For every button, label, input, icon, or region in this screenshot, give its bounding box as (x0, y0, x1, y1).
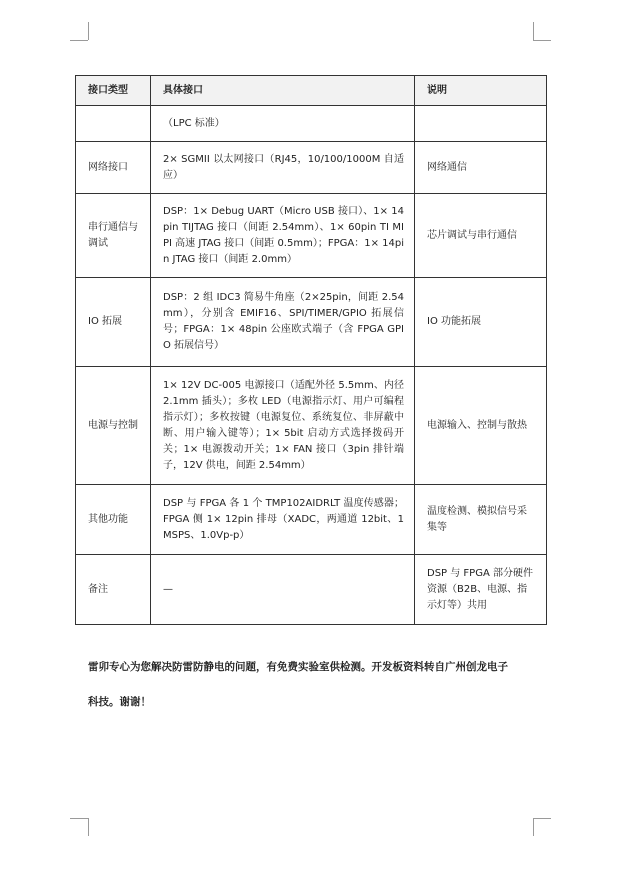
cell-type: 网络接口 (76, 142, 151, 194)
crop-mark (533, 40, 551, 41)
cell-type: 串行通信与调试 (76, 194, 151, 278)
footer-note-line: 科技。谢谢！ (88, 696, 151, 708)
cell-note: 温度检测、模拟信号采集等 (415, 485, 547, 555)
crop-mark (70, 40, 88, 41)
table-row (76, 367, 547, 485)
cell-note: DSP 与 FPGA 部分硬件资源（B2B、电源、指示灯等）共用 (415, 555, 547, 625)
crop-mark (533, 818, 534, 836)
cell-detail: DSP：1× Debug UART（Micro USB 接口）、1× 14pin TIJTAG 接口（间距 2.54mm）、1× 60pin TI MIPI 高速 JTAG 接口（间距 0.5mm）；FPGA：1× 14pin JTAG 接口（间距 2.0mm） (151, 194, 415, 278)
table-row (76, 142, 547, 194)
interface-spec-table (75, 75, 547, 625)
cell-detail: — (151, 555, 415, 625)
cell-detail: 1× 12V DC-005 电源接口（适配外径 5.5mm、内径 2.1mm 插头）；多枚 LED（电源指示灯、用户可编程指示灯）；多枚按键（电源复位、系统复位、非屏蔽中断、用户输入键等）；1× 5bit 启动方式选择拨码开关；1× 电源拨动开关；1× FAN 接口（3pin 排针端子，12V 供电，间距 2.54mm） (151, 367, 415, 485)
table-row (76, 194, 547, 278)
table-header-row (76, 76, 547, 106)
crop-mark (70, 818, 88, 819)
header-description: 说明 (415, 76, 547, 106)
cell-type: IO 拓展 (76, 278, 151, 367)
cell-detail: DSP：2 组 IDC3 简易牛角座（2×25pin，间距 2.54mm），分别含 EMIF16、SPI/TIMER/GPIO 拓展信号；FPGA：1× 48pin 公座欧式端子（含 FPGA GPIO 拓展信号） (151, 278, 415, 367)
crop-mark (533, 818, 551, 819)
cell-type (76, 106, 151, 142)
cell-type: 电源与控制 (76, 367, 151, 485)
footer-note-line: 雷卯专心为您解决防雷防静电的问题，有免费实验室供检测。开发板资料转自广州创龙电子 (88, 661, 508, 673)
cell-note: 芯片调试与串行通信 (415, 194, 547, 278)
header-interface-detail: 具体接口 (151, 76, 415, 106)
crop-mark (88, 818, 89, 836)
table-row (76, 278, 547, 367)
cell-type: 备注 (76, 555, 151, 625)
crop-mark (88, 22, 89, 40)
crop-mark (533, 22, 534, 40)
cell-note: 网络通信 (415, 142, 547, 194)
table-row (76, 485, 547, 555)
cell-note: IO 功能拓展 (415, 278, 547, 367)
table-row (76, 106, 547, 142)
cell-detail: （LPC 标准） (151, 106, 415, 142)
cell-detail: 2× SGMII 以太网接口（RJ45，10/100/1000M 自适应） (151, 142, 415, 194)
cell-note: 电源输入、控制与散热 (415, 367, 547, 485)
cell-detail: DSP 与 FPGA 各 1 个 TMP102AIDRLT 温度传感器；FPGA 侧 1× 12pin 排母（XADC，两通道 12bit、1MSPS、1.0Vp-p） (151, 485, 415, 555)
header-interface-type: 接口类型 (76, 76, 151, 106)
cell-note (415, 106, 547, 142)
cell-type: 其他功能 (76, 485, 151, 555)
table-row (76, 555, 547, 625)
